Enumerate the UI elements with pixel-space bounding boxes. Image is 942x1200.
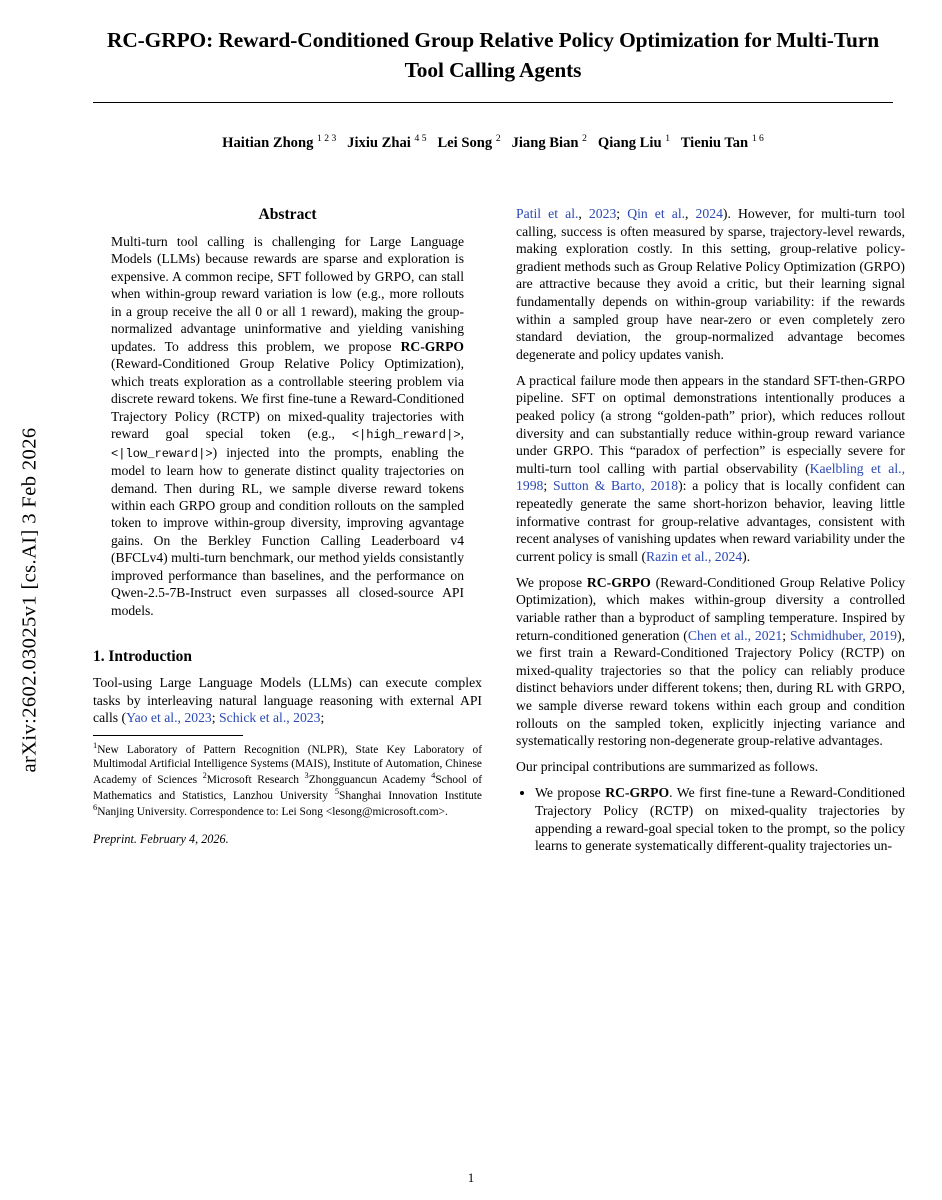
contributions-list [516, 784, 905, 854]
abstract-paragraph: Multi-turn tool calling is challenging for Large Language Models (LLMs) because rewards are sparse and exploration is expensive. A common recipe, SFT followed by GRPO, can stall when within-group reward variation is low (e.g., more rollouts in a group receive the all 0 or all 1 reward), making the group-normalized advantage uninformative and yielding vanishing updates. To address this problem, we propose RC-GRPO (Reward-Conditioned Group Relative Policy Optimization), which treats exploration as a controllable steering problem via discrete reward tokens. We first fine-tune a Reward-Conditioned Trajectory Policy (RCTP) on mixed-quality trajectories with reward goal special token (e.g., <|high_reward|>, <|low_reward|>) injected into the prompts, enabling the model to learn how to generate distinct quality trajectories on demand. Then during RL, we sample diverse reward tokens within each GRPO group and condition rollouts on the sampled token to improve within-group diversity, improving agvantage gains. On the Berkley Function Calling Leaderboard v4 (BFCLv4) multi-turn benchmark, our method yields consistantly improved performance than baselines, and the performance on Qwen-2.5-7B-Instruct even surpasses all closed-source API models. [111, 234, 464, 618]
arxiv-stamp [0, 0, 60, 1200]
right-paragraph-1: Patil et al., 2023; Qin et al., 2024). However, for multi-turn tool calling, success is often measured by sparse, trajectory-level rewards, making exploration costly. In this setting, group-relative policy-gradient methods such as Group Relative Policy Optimization (GRPO) are attractive because they avoid a critic, but their learning signal fundamentally depends on within-group variability: if the rewards within a sampled group have near-zero or even completely zero standard deviation, the group-normalized advantage becomes degenerate and policy updates vanish. [516, 206, 905, 362]
footnotes: $^1$New Laboratory of Pattern Recognition (NLPR), State Key Laboratory of Multimodal Artificial Intelligence Systems (MAIS), Institute of Automation, Chinese Academy of Sciences $^2$Microsoft Research $^3$Zhongguancun Academy $^4$School of Mathematics and Statistics, Lanzhou University $^5$Shanghai Innovation Institute $^6$Nanjing University. Correspondence to: Lei Song <lesong@microsoft.com>. [93, 741, 482, 818]
preprint-note: Preprint. February 4, 2026. [93, 832, 229, 847]
arxiv-stamp-text: arXiv:2602.03025v1 [cs.AI] 3 Feb 2026 [18, 427, 41, 773]
two-column-body [93, 205, 905, 855]
paper-content [66, 0, 926, 1200]
right-paragraph-4: Our principal contributions are summarized as follows. [516, 759, 819, 775]
author-list: Haitian Zhong $^{1 2 3}$ Jixiu Zhai $^{4 5}$ Lei Song $^2$ Jiang Bian $^2$ Qiang Liu $^1$ Tieniu Tan $^{1 6}$ [222, 133, 764, 151]
intro-paragraph-1: Tool-using Large Language Models (LLMs) can execute complex tasks by interleaving natural language reasoning with external API calls (Yao et al., 2023; Schick et al., 2023; [93, 674, 482, 726]
page-number: 1 [467, 1170, 475, 1185]
section-title: Introduction [108, 648, 192, 666]
title-divider [93, 102, 893, 103]
left-column [93, 205, 482, 855]
right-paragraph-3: We propose RC-GRPO (Reward-Conditioned Group Relative Policy Optimization), which makes within-group diversity a controlled variable rather than a byproduct of sampling temperature. Inspired by return-conditioned generation (Chen et al., 2021; Schmidhuber, 2019), we first train a Reward-Conditioned Trajectory Policy (RCTP) on mixed-quality trajectories so that the policy can reliably produce distinct behaviors under different tokens; then, during RL with GRPO, we sample diverse reward tokens within each group and condition rollouts on the sampled token, explicitly injecting variance and systematically restoring non-degenerate group-relative advantages. [516, 574, 906, 749]
page-title: RC-GRPO: Reward-Conditioned Group Relative Policy Optimization for Multi-Turn Tool Calling Agents [106, 28, 880, 82]
section-number: 1. [93, 648, 105, 666]
title-block [93, 0, 893, 85]
section-heading-introduction [93, 647, 482, 667]
right-column [516, 205, 905, 855]
abstract-heading: Abstract [258, 206, 317, 223]
abstract-body [93, 233, 482, 619]
footnote-divider [93, 735, 243, 736]
list-item: • We propose RC-GRPO. We first fine-tune a Reward-Conditioned Trajectory Policy (RCTP) on mixed-quality trajectories by appending a reward-goal special token to the prompt, so the policy learns to generate systematically different-quality trajectories un- [535, 784, 905, 854]
right-paragraph-2: A practical failure mode then appears in the standard SFT-then-GRPO pipeline. SFT on optimal demonstrations intentionally produces a peaked policy (a strong “golden-path” prior), which reduces rollout diversity and can substantially reduce within-group reward variance under GRPO. This “paradox of perfection” is especially severe for multi-turn tool calling with partial observability (Kaelbling et al., 1998; Sutton & Barto, 2018): a policy that is locally confident can repeatedly generate the same short-horizon behavior, leaving little informative contrast for group-relative advantages, consistent with recent analyses of vanishing updates when reward variability under the current policy is small (Razin et al., 2024). [516, 372, 906, 564]
